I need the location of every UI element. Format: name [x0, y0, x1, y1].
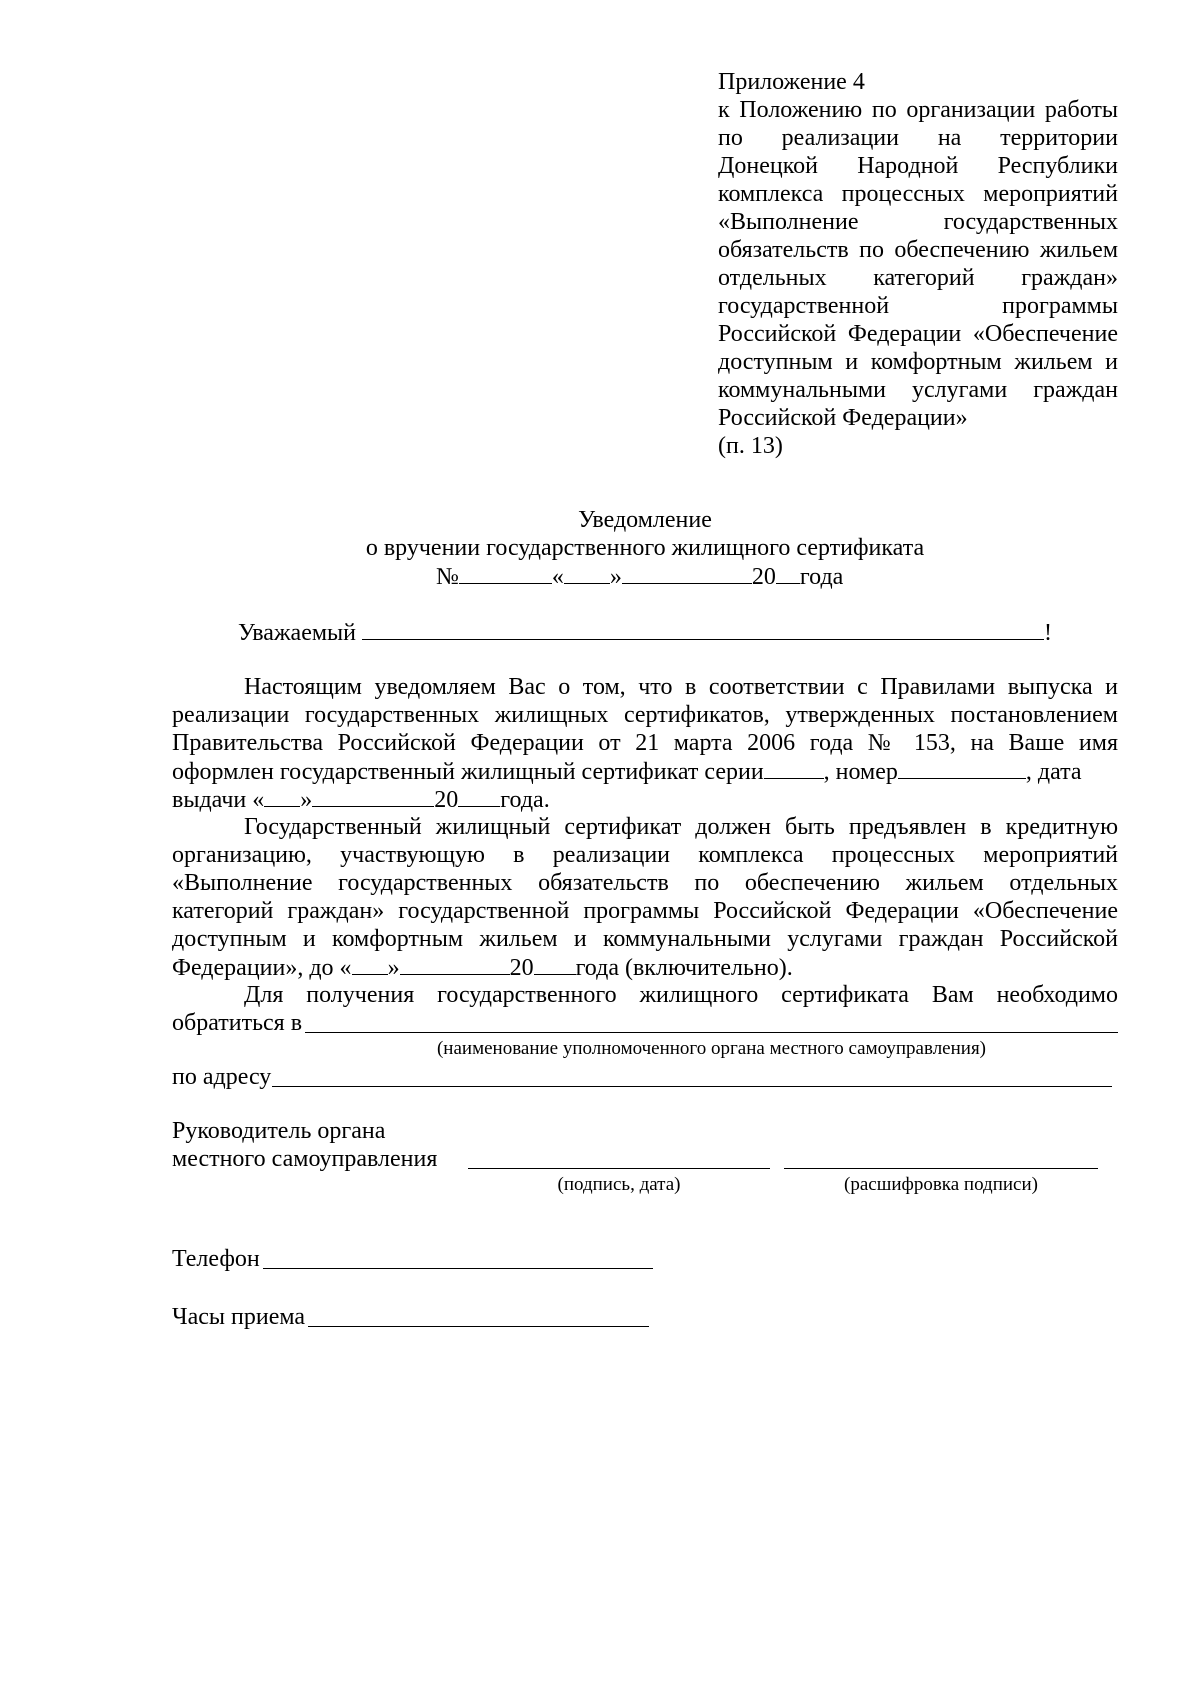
deadline-line: Федерации», до « » 20 года (включительно).	[172, 955, 793, 981]
issue-day-blank[interactable]	[264, 785, 300, 807]
hours-blank[interactable]	[308, 1326, 649, 1327]
appendix-line: обязательств по обеспечению жильем	[718, 237, 1118, 263]
paragraph-line: «Выполнение государственных обязательств по обеспечению жильем отдельных	[172, 870, 1118, 896]
signature-name-hint: (расшифровка подписи)	[844, 1174, 1038, 1195]
authority-hint: (наименование уполномоченного органа местного самоуправления)	[436, 1038, 987, 1059]
deadline-month-blank[interactable]	[400, 953, 510, 975]
hours-label: Часы приема	[172, 1304, 306, 1330]
signature-hint: (подпись, дата)	[557, 1174, 681, 1195]
greeting-label: Уважаемый	[238, 620, 356, 646]
paragraph-line: Государственный жилищный сертификат должен быть предъявлен в кредитную	[244, 814, 1118, 840]
authority-blank[interactable]	[305, 1032, 1118, 1033]
series-number-line: оформлен государственный жилищный сертификат серии , номер , дата	[172, 759, 1082, 785]
appendix-line: Российской Федерации «Обеспечение	[718, 321, 1118, 347]
paragraph-line: Для получения государственного жилищного сертификата Вам необходимо	[244, 982, 1118, 1008]
signature-blank[interactable]	[468, 1168, 770, 1169]
deadline-year-blank[interactable]	[534, 953, 576, 975]
appendix-line: коммунальными услугами граждан	[718, 377, 1118, 403]
greeting-line: Уважаемый !	[238, 620, 1052, 646]
paragraph-line: организацию, участвующую в реализации комплекса процессных мероприятий	[172, 842, 1118, 868]
signature-name-blank[interactable]	[784, 1168, 1098, 1169]
authority-label: обратиться в	[172, 1010, 303, 1036]
signatory-label: местного самоуправления	[172, 1146, 438, 1172]
recipient-name-blank[interactable]	[362, 618, 1044, 640]
document-subtitle: о вручении государственного жилищного сертификата	[365, 535, 925, 561]
appendix-line: «Выполнение государственных	[718, 209, 1118, 235]
address-blank[interactable]	[272, 1086, 1112, 1087]
issue-date-line: выдачи « » 20 года.	[172, 787, 550, 813]
paragraph-line: Правительства Российской Федерации от 21 марта 2006 года № 153, на Ваше имя	[172, 730, 1118, 756]
appendix-line: к Положению по организации работы	[718, 97, 1118, 123]
appendix-line: Российской Федерации»	[718, 405, 968, 431]
issue-month-blank[interactable]	[312, 785, 434, 807]
address-label: по адресу	[172, 1064, 272, 1090]
deadline-day-blank[interactable]	[352, 953, 388, 975]
paragraph-line: категорий граждан» государственной программы Российской Федерации «Обеспечение	[172, 898, 1118, 924]
appendix-line: доступным и комфортным жильем и	[718, 349, 1118, 375]
paragraph-line: доступным и комфортным жильем и коммунальными услугами граждан Российской	[172, 926, 1118, 952]
certificate-number-blank[interactable]	[898, 757, 1026, 779]
number-blank[interactable]	[459, 562, 552, 584]
appendix-line: государственной программы	[718, 293, 1118, 319]
paragraph-line: Настоящим уведомляем Вас о том, что в соответствии с Правилами выпуска и	[244, 674, 1118, 700]
phone-label: Телефон	[172, 1246, 260, 1272]
paragraph-line: реализации государственных жилищных сертификатов, утвержденных постановлением	[172, 702, 1118, 728]
appendix-line: по реализации на территории	[718, 125, 1118, 151]
series-blank[interactable]	[764, 757, 824, 779]
appendix-line: комплекса процессных мероприятий	[718, 181, 1118, 207]
month-blank[interactable]	[622, 562, 752, 584]
day-blank[interactable]	[564, 562, 610, 584]
signatory-label: Руководитель органа	[172, 1118, 386, 1144]
phone-blank[interactable]	[263, 1268, 653, 1269]
appendix-line: отдельных категорий граждан»	[718, 265, 1118, 291]
appendix-line: Донецкой Народной Республики	[718, 153, 1118, 179]
document-number-line: № « » 20 года	[436, 564, 844, 590]
appendix-line: (п. 13)	[718, 433, 783, 459]
appendix-line: Приложение 4	[718, 69, 865, 95]
number-sign: №	[436, 564, 459, 590]
document-title: Уведомление	[578, 507, 712, 533]
issue-year-blank[interactable]	[458, 785, 500, 807]
year-blank[interactable]	[776, 562, 800, 584]
